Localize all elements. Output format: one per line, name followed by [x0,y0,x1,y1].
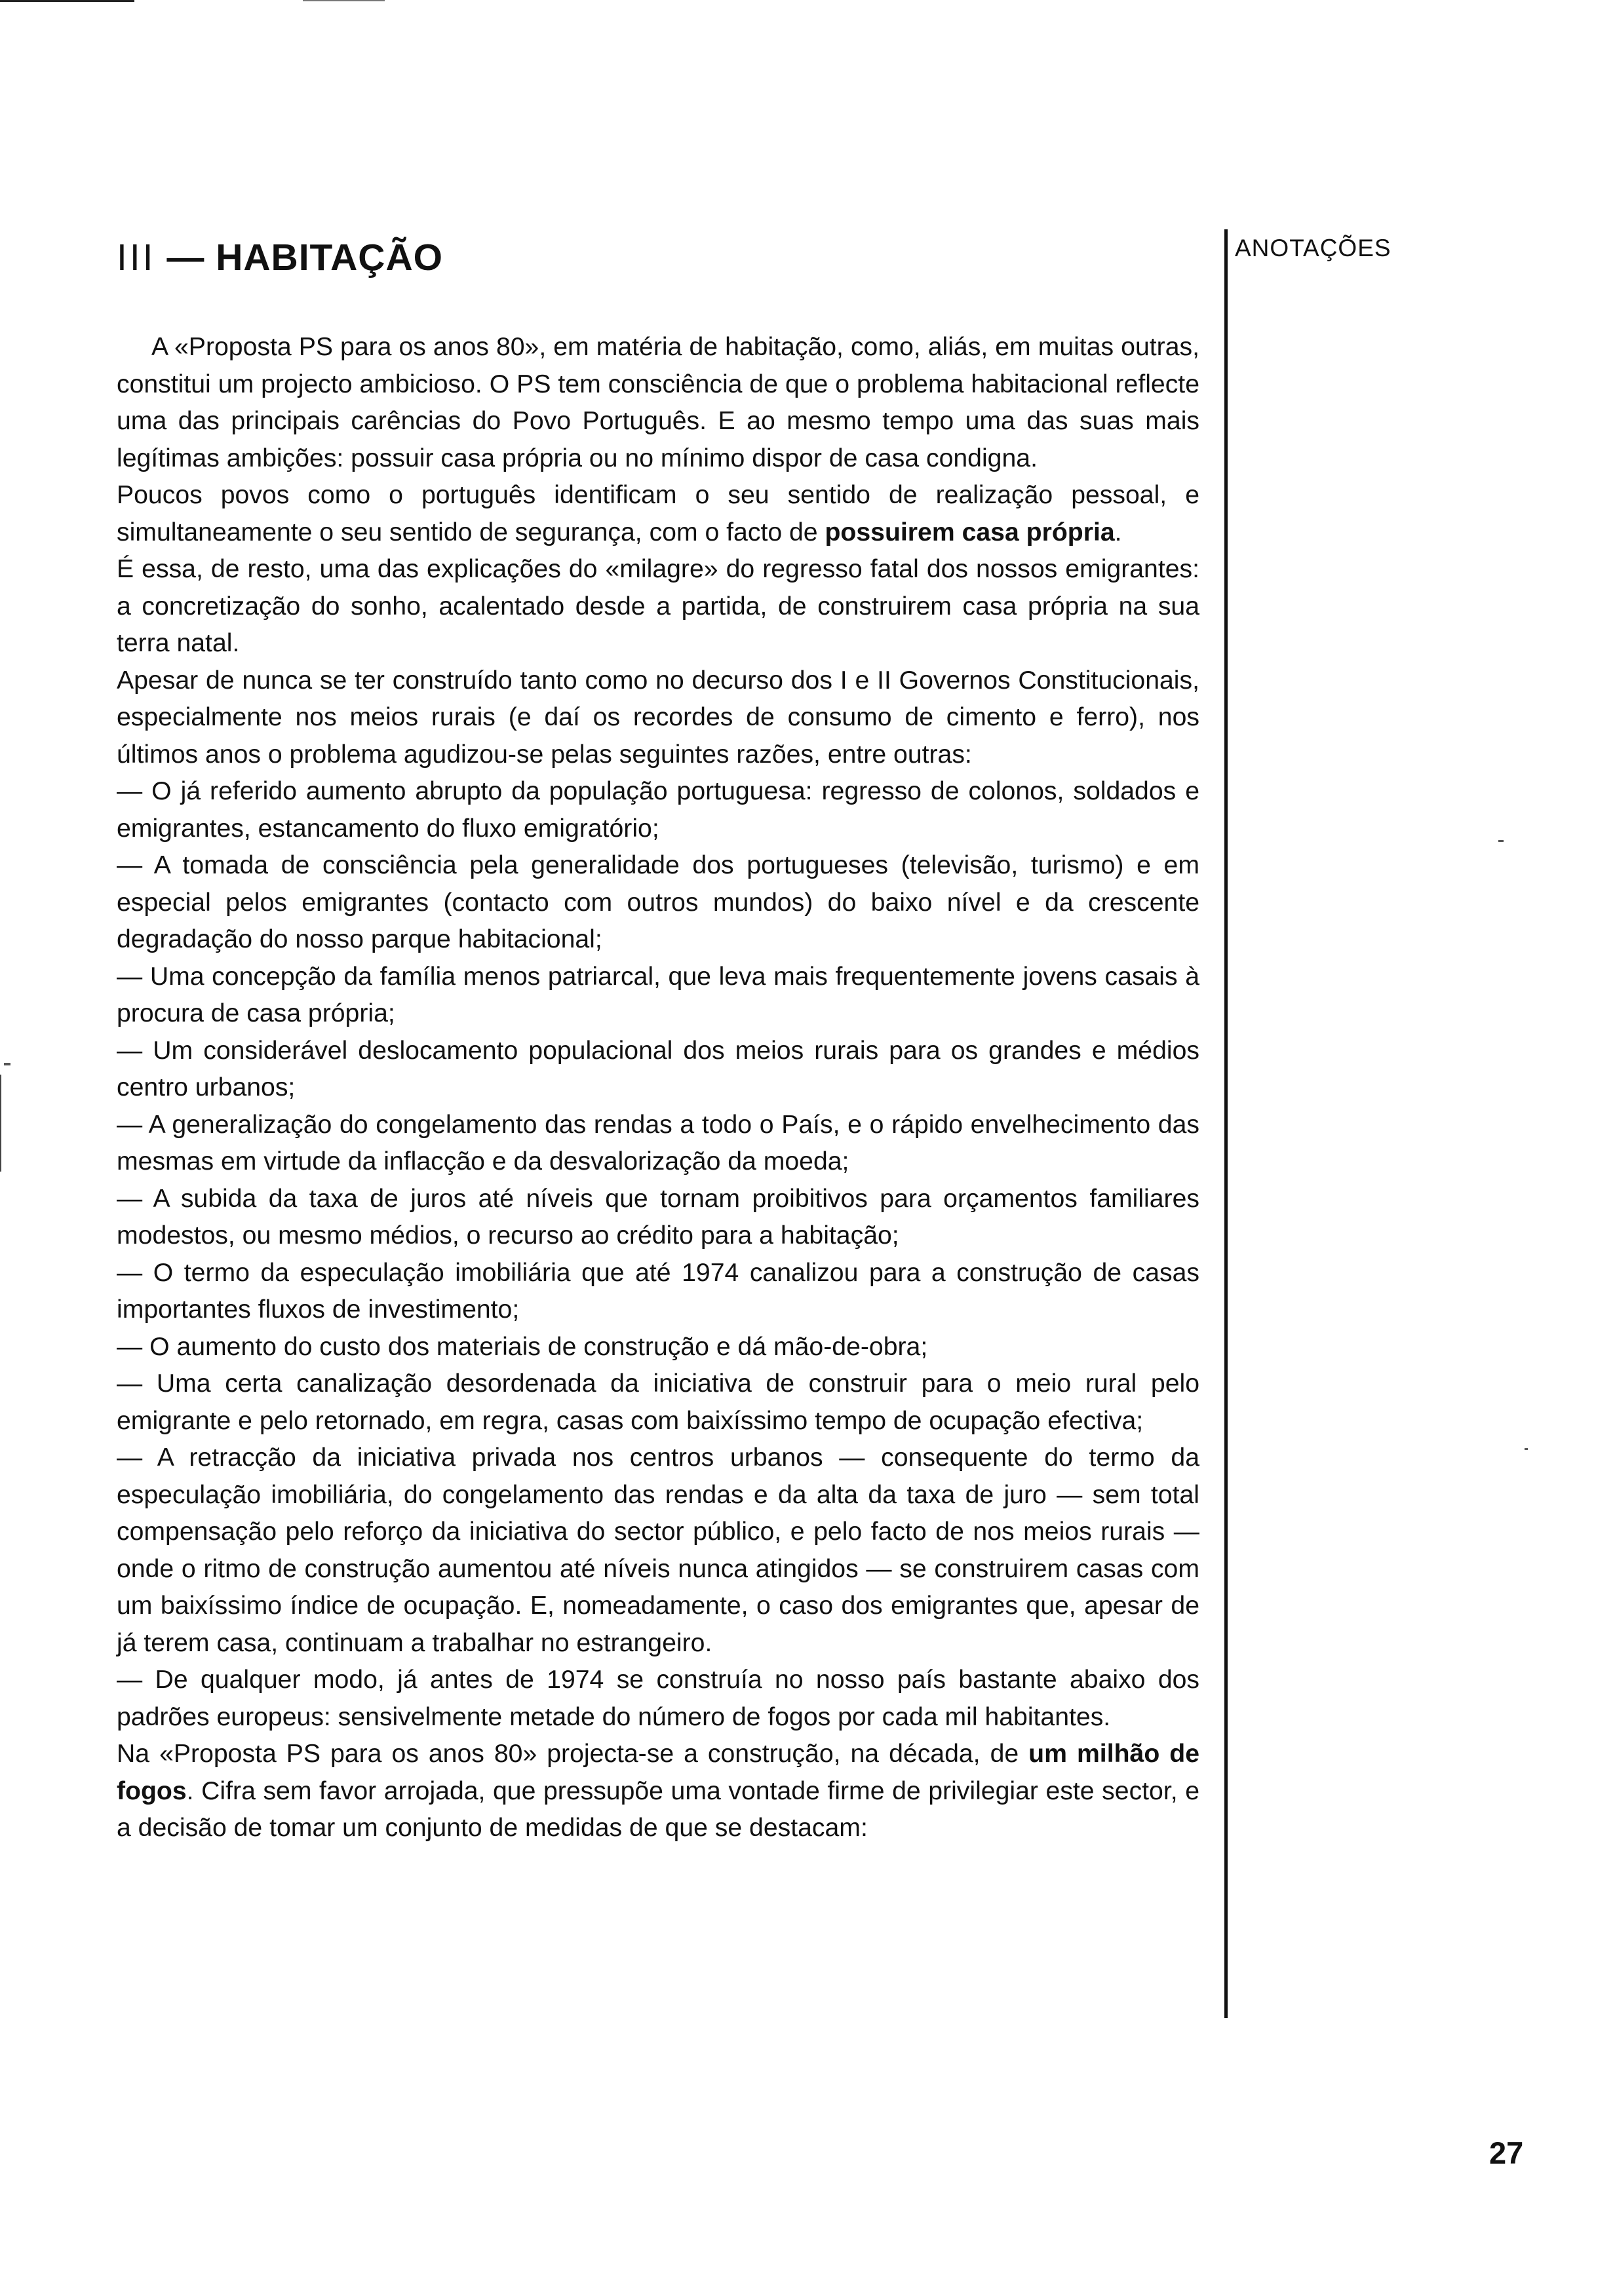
section-number: III [117,237,156,278]
list-item: — O já referido aumento abrupto da população portuguesa: regresso de colonos, soldados e emigrantes, estancamento do fluxo emigratório; [117,777,1199,843]
scan-edge-mark [303,0,385,1]
heading-dash: — [166,237,205,278]
page-number: 27 [1489,2135,1524,2170]
paragraph: É essa, de resto, uma das explicações do «milagre» do regresso fatal dos nossos emigrantes: a concretização do sonho, acalentado desde a partida, de construirem casa própria na sua terra natal. [117,555,1199,657]
body-text [117,329,1199,1847]
scan-edge-mark [0,0,134,2]
paragraph: Poucos povos como o português identificam o seu sentido de realização pessoal, e simultaneamente o seu sentido de segurança, com o facto de possuirem casa própria. [117,481,1199,546]
paragraph: Na «Proposta PS para os anos 80» projecta-se a construção, na década, de um milhão de fogos. Cifra sem favor arrojada, que pressupõe uma vontade firme de privilegiar este sector, e a decisão de tomar um conjunto de medidas de que se destacam: [117,1740,1199,1842]
margin-rule [1224,229,1228,2018]
emphasis: um milhão de fogos [117,1740,1199,1805]
scan-edge-mark [0,1075,1,1172]
list-item: — A retracção da iniciativa privada nos centros urbanos — consequente do termo da especulação imobiliária, do congelamento das rendas e da alta da taxa de juro — sem total compensação pelo reforço da iniciativa do sector público, e pelo facto de nos meios rurais — onde o ritmo de construção aumentou até níveis nunca atingidos — se construirem casas com um baixíssimo índice de ocupação. E, nomeadamente, o caso dos emigrantes que, apesar de já terem casa, continuam a trabalhar no estrangeiro. [117,1444,1199,1657]
list-item: — A generalização do congelamento das rendas a todo o País, e o rápido envelhecimento das mesmas em virtude da inflacção e da desvalorização da moeda; [117,1110,1199,1176]
scan-speck [1525,1448,1528,1450]
annotations-label: ANOTAÇÕES [1235,235,1391,261]
section-title: HABITAÇÃO [216,237,443,278]
emphasis: possuirem casa própria [825,518,1115,546]
list-item: — A subida da taxa de juros até níveis que tornam proibitivos para orçamentos familiares modestos, ou mesmo médios, o recurso ao crédito para a habitação; [117,1184,1199,1250]
list-item: — Uma concepção da família menos patriarcal, que leva mais frequentemente jovens casais à procura de casa própria; [117,962,1199,1027]
list-item: — Uma certa canalização desordenada da iniciativa de construir para o meio rural pelo emigrante e pelo retornado, em regra, casas com baixíssimo tempo de ocupação efectiva; [117,1369,1199,1435]
scan-speck [4,1063,10,1065]
paragraph: A «Proposta PS para os anos 80», em matéria de habitação, como, aliás, em muitas outras, constitui um projecto ambicioso. O PS tem consciência de que o problema habitacional reflecte uma das principais carências do Povo Português. E ao mesmo tempo uma das suas mais legítimas ambições: possuir casa própria ou no mínimo dispor de casa condigna. [117,333,1199,472]
section-heading [117,236,443,279]
list-item: — O termo da especulação imobiliária que até 1974 canalizou para a construção de casas importantes fluxos de investimento; [117,1258,1199,1324]
list-item: — De qualquer modo, já antes de 1974 se construía no nosso país bastante abaixo dos padrões europeus: sensivelmente metade do número de fogos por cada mil habitantes. [117,1666,1199,1731]
list-item: — O aumento do custo dos materiais de construção e dá mão-de-obra; [117,1332,928,1361]
paragraph: Apesar de nunca se ter construído tanto como no decurso dos I e II Governos Constitucionais, especialmente nos meios rurais (e daí os recordes de consumo de cimento e ferro), nos últimos anos o problema agudizou-se pelas seguintes razões, entre outras: [117,666,1199,769]
list-item: — Um considerável deslocamento populacional dos meios rurais para os grandes e médios centro urbanos; [117,1036,1199,1101]
scan-speck [1498,840,1504,842]
list-item: — A tomada de consciência pela generalidade dos portugueses (televisão, turismo) e em especial pelos emigrantes (contacto com outros mundos) do baixo nível e da crescente degradação do nosso parque habitacional; [117,851,1199,953]
